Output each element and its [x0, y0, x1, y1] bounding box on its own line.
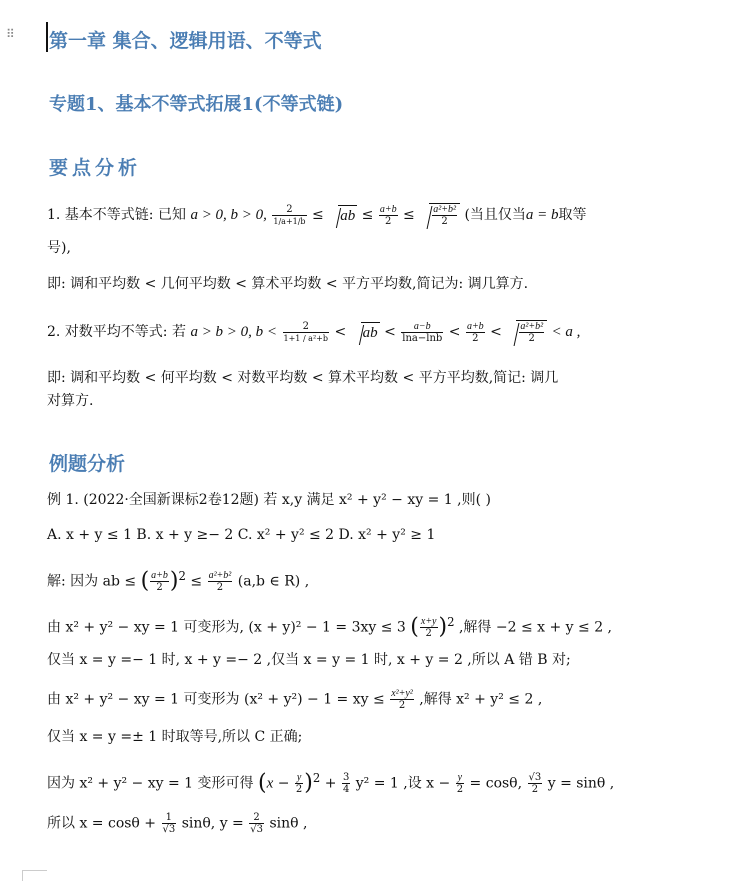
example-1-options: A. x + y ≤ 1 B. x + y ≥− 2 C. x² + y² ≤ 2 D. x² + y² ≥ 1	[47, 527, 436, 543]
chapter-heading: 第一章 集合、逻辑用语、不等式	[49, 30, 322, 52]
solution-line-4: 由 x² + y² − xy = 1 可变形为 (x² + y²) − 1 = xy ≤ $\frac{\text{x²+y²}}{2}$ ,解得 x² + y² ≤ 2 ,	[47, 688, 543, 711]
solution-line-7: 所以 x = cosθ + $\frac{1}{√3}$ sinθ, y = $\frac{2}{√3}$ sinθ ,	[47, 812, 308, 835]
mnemonic-line-2-wrap: 对算方.	[47, 393, 94, 409]
page-corner-mark	[22, 870, 47, 881]
log-mean-line: 2. 对数平均不等式: 若 a > b > 0, b < $\frac{2}{\text{1+1 / a²+b}}$ < ab < $\frac{a-b}{\ln a-\ln b}$ < $\frac{a+b}{2}$ < $\frac{\text{a²+b²}}{2}$ < a ,	[47, 320, 581, 344]
sqrt-quadratic: $\frac{\text{a²+b²}}{2}$	[429, 203, 460, 227]
solution-line-5: 仅当 x = y =± 1 时取等号,所以 C 正确;	[47, 729, 303, 745]
drag-handle-icon[interactable]: ⠿	[6, 27, 16, 41]
key-points-heading: 要点分析	[49, 157, 142, 179]
solution-line-3: 仅当 x = y =− 1 时, x + y =− 2 ,仅当 x = y = 1 时, x + y = 2 ,所以 A 错 B 对;	[47, 652, 571, 668]
sqrt-ab: ab	[338, 205, 357, 226]
solution-line-1: 解: 因为 ab ≤ ( $\frac{a+b}{2}$ )$^2$ ≤ $\frac{\text{a²+b²}}{2}$ (a,b ∈ R) ,	[47, 568, 310, 594]
arith-fraction: $\frac{a+b}{2}$	[379, 203, 397, 227]
log-mean-fraction: $\frac{a-b}{\ln a-\ln b}$	[402, 320, 443, 344]
solution-line-6: 因为 x² + y² − xy = 1 变形可得 (x − $\frac{y}{2}$ )$^2$ + $\frac{3}{4}$ y² = 1 ,设 x − $\frac{y}{2}$ = cosθ, $\frac{√3}{2}$ y = sinθ ,	[47, 770, 615, 796]
solution-line-2: 由 x² + y² − xy = 1 可变形为, (x + y)² − 1 = 3xy ≤ 3 ( $\frac{x+y}{2}$ )$^2$ ,解得 −2 ≤ x + y ≤ 2 ,	[47, 614, 613, 640]
mnemonic-line-1: 即: 调和平均数 < 几何平均数 < 算术平均数 < 平方平均数,简记为: 调几算方.	[47, 276, 529, 292]
inequality-chain-line: 1. 基本不等式链: 已知 a > 0, b > 0, $\frac{2}{1/a+1/b}$ ≤ ab ≤ $\frac{a+b}{2}$ ≤ $\frac{\text{a²+b²}}{2}$ (当且仅当a = b取等	[47, 203, 587, 227]
mnemonic-line-2: 即: 调和平均数 < 何平均数 < 对数平均数 < 算术平均数 < 平方平均数,简记: 调几	[47, 370, 559, 386]
example-1-question: 例 1. (2022·全国新课标2卷12题) 若 x,y 满足 x² + y² − xy = 1 ,则( )	[47, 492, 491, 508]
inequality-chain-wrap: 号),	[47, 240, 71, 256]
text-cursor	[46, 22, 48, 52]
harmonic-fraction: $\frac{2}{1/a+1/b}$	[273, 203, 306, 226]
topic-heading: 专题1、基本不等式拓展1(不等式链)	[49, 94, 344, 115]
examples-heading: 例题分析	[49, 453, 126, 475]
